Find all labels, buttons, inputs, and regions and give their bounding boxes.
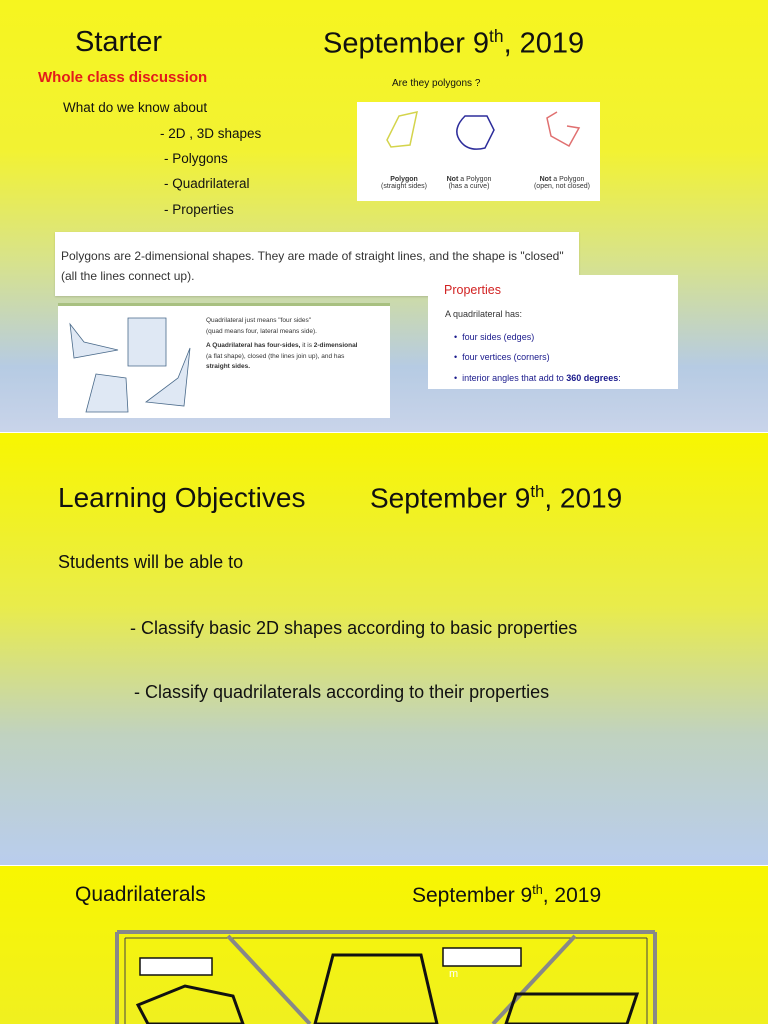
slide-quadrilaterals <box>0 866 768 1024</box>
quadrilateral-description: Quadrilateral just means "four sides" (quad means four, lateral means side). A Quadrilateral has four-sides, it is 2-dimensional (a flat shape), closed (the lines join up), and has straight sides. <box>206 317 358 370</box>
property-item: • four sides (edges) <box>454 332 535 342</box>
properties-title: Properties <box>444 283 501 297</box>
whole-class-heading: Whole class discussion <box>38 69 208 86</box>
quadrilateral-card <box>58 303 390 418</box>
curved-shape <box>457 116 494 149</box>
not-polygon-label: Not a Polygon (open, not closed) <box>533 176 591 190</box>
trapezoid-shape <box>315 955 437 1024</box>
quad-shape <box>70 324 118 358</box>
slide-learning-objectives <box>0 433 768 865</box>
quadrilateral-diagram <box>0 866 768 1024</box>
objective-item: - Classify quadrilaterals according to their properties <box>134 682 550 702</box>
definition-text: Polygons are 2-dimensional shapes. They are made of straight lines, and the shape is "closed" (all the lines connect up). <box>61 249 564 283</box>
slide-date: September 9th, 2019 <box>370 482 623 514</box>
quadrilateral-examples <box>58 306 198 416</box>
polygon-shape <box>387 112 417 147</box>
slide-starter <box>0 0 768 432</box>
slide-title: Quadrilaterals <box>75 883 206 906</box>
date-main: September 9 <box>323 27 490 60</box>
stray-mark: m <box>449 968 459 980</box>
label-box <box>443 948 521 966</box>
polygon-examples <box>357 102 600 172</box>
intro-text: What do we know about <box>63 100 208 115</box>
quad-shape <box>128 318 166 366</box>
not-polygon-label: Not a Polygon (has a curve) <box>446 176 492 190</box>
properties-card <box>428 275 678 389</box>
date-year: , 2019 <box>503 27 585 60</box>
polygons-question: Are they polygons ? <box>392 78 481 89</box>
intro-text: Students will be able to <box>58 552 244 572</box>
properties-intro: A quadrilateral has: <box>445 309 523 319</box>
slide-date <box>323 26 584 61</box>
slide-title: Starter <box>75 26 163 58</box>
polygon-label: Polygon (straight sides) <box>381 176 427 190</box>
kite-shape <box>138 986 243 1024</box>
quad-shape <box>86 374 128 412</box>
label-box <box>140 958 212 975</box>
property-item: • four vertices (corners) <box>454 352 550 362</box>
slide-title: Learning Objectives <box>58 482 306 513</box>
branch-left <box>228 936 310 1024</box>
list-item: - 2D , 3D shapes <box>160 126 262 141</box>
list-item: - Polygons <box>164 151 228 166</box>
slide-date: September 9th, 2019 <box>412 883 602 907</box>
open-shape <box>547 112 579 146</box>
objective-item: - Classify basic 2D shapes according to basic properties <box>130 618 578 638</box>
date-sup: th <box>489 26 504 46</box>
property-item: • interior angles that add to 360 degrees: <box>454 373 621 383</box>
list-item: - Properties <box>164 202 234 217</box>
list-item: - Quadrilateral <box>164 176 250 191</box>
polygons-card <box>357 102 600 201</box>
parallelogram-shape <box>506 994 637 1024</box>
